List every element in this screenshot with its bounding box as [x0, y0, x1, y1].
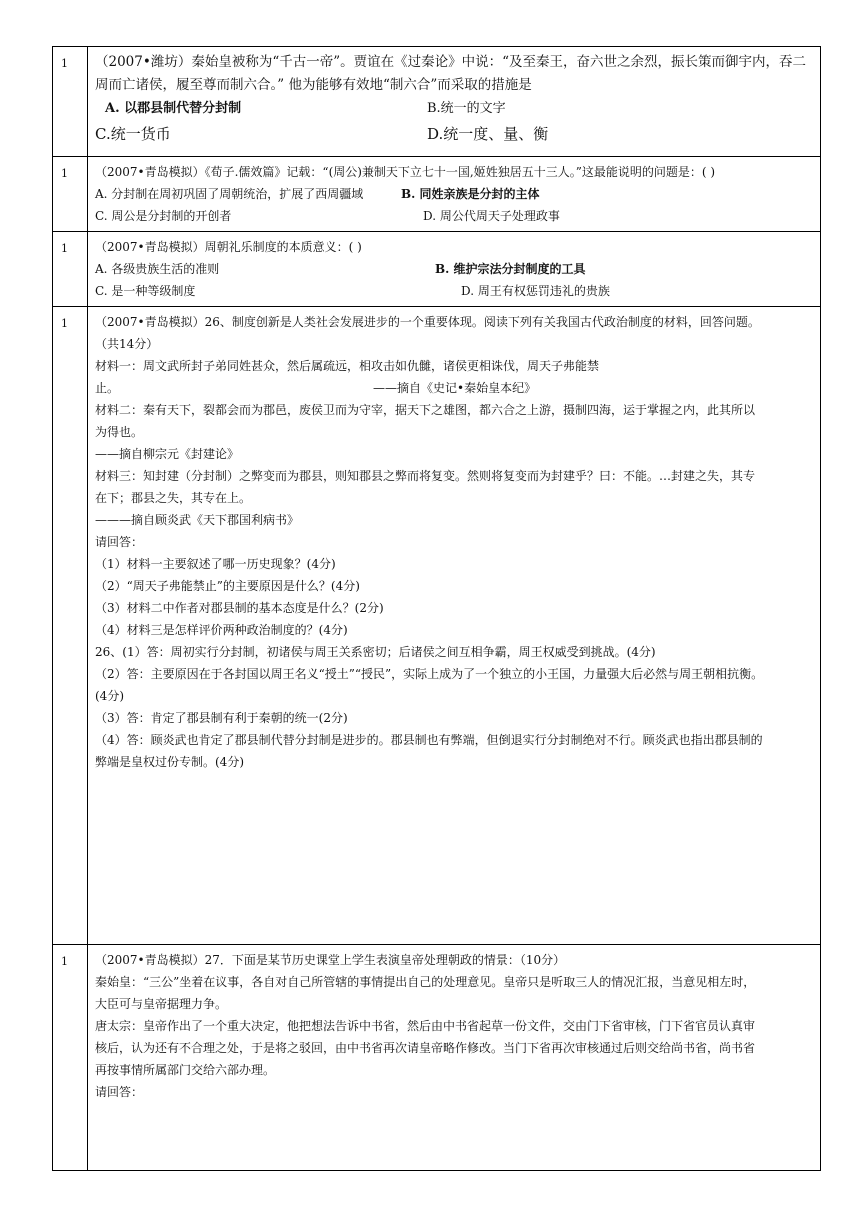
text-line: 再按事情所属部门交给六部办理。	[95, 1063, 276, 1077]
prompt-label: 请回答：	[95, 535, 144, 549]
option-c: C.统一货币	[95, 125, 171, 143]
answer-line: （2）答：主要原因在于各封国以周王名义“授土”“授民”，实际上成为了一个独立的小王国，力量强大后必然与周王朝相抗衡。	[95, 667, 764, 681]
question-stem: （2007•青岛模拟）周朝礼乐制度的本质意义：( )	[95, 240, 362, 254]
option-c: C. 周公是分封制的开创者	[95, 209, 232, 223]
question-row-5	[53, 945, 821, 1171]
question-row-4	[53, 307, 821, 945]
options-row-cd	[95, 205, 814, 227]
question-body	[88, 945, 821, 1171]
answer-line: （3）答：肯定了郡县制有利于秦朝的统一(2分)	[95, 711, 348, 725]
option-d: D. 周公代周天子处理政事	[423, 209, 560, 223]
text-line: 止。	[95, 381, 120, 395]
option-a: A. 各级贵族生活的准则	[95, 262, 220, 276]
question-body	[88, 232, 821, 307]
answer-line: (4分)	[95, 689, 124, 703]
text-line: （2007•青岛模拟）26、制度创新是人类社会发展进步的一个重要体现。阅读下列有关我国古代政治制度的材料，回答问题。	[95, 315, 760, 329]
text-line-with-source	[95, 377, 814, 399]
row-number: 1	[53, 157, 88, 232]
text-line: 材料三：知封建（分封制）之弊变而为郡县，则知郡县之弊而将复变。然则将复变而为封建乎？曰：不能。…封建之失，其专	[95, 469, 756, 483]
question-row-3	[53, 232, 821, 307]
question-table	[52, 46, 821, 1171]
sub-question: （3）材料二中作者对郡县制的基本态度是什么？(2分)	[95, 601, 384, 615]
question-row-2	[53, 157, 821, 232]
question-stem: （2007•潍坊）秦始皇被称为“千古一帝”。贾谊在《过秦论》中说：“及至秦王，奋六世之余烈，振长策而御宇内，吞二周而亡诸侯，履至尊而制六合。” 他为能够有效地“制六合”而采取的措施是	[95, 54, 807, 93]
source-citation: ——摘自《史记•秦始皇本纪》	[373, 381, 537, 395]
source-citation: ——摘自柳宗元《封建论》	[95, 447, 240, 461]
options-row-cd	[95, 121, 814, 147]
question-sheet	[52, 46, 821, 1171]
sub-question: （2）“周天子弗能禁止”的主要原因是什么？(4分)	[95, 579, 360, 593]
question-body	[88, 47, 821, 157]
answer-line: 26、(1）答：周初实行分封制，初诸侯与周王关系密切；后诸侯之间互相争霸，周王权威受到挑战。(4分)	[95, 645, 656, 659]
source-citation: ———摘自顾炎武《天下郡国利病书》	[95, 513, 300, 527]
option-a: A. 分封制在周初巩固了周朝统治，扩展了西周疆域	[95, 187, 364, 201]
option-d: D. 周王有权惩罚违礼的贵族	[461, 284, 610, 298]
option-b: B.统一的文字	[427, 101, 506, 116]
text-line: 在下；郡县之失，其专在上。	[95, 491, 252, 505]
option-c: C. 是一种等级制度	[95, 284, 196, 298]
sub-question: （4）材料三是怎样评价两种政治制度的？(4分)	[95, 623, 348, 637]
text-line: 为得也。	[95, 425, 144, 439]
question-body	[88, 157, 821, 232]
text-line: 大臣可与皇帝据理力争。	[95, 997, 228, 1011]
options-row-ab	[95, 258, 814, 280]
text-line: （2007•青岛模拟）27．下面是某节历史课堂上学生表演皇帝处理朝政的情景：（10分）	[95, 953, 566, 967]
row-number: 1	[53, 232, 88, 307]
row-number: 1	[53, 307, 88, 945]
option-a: A. 以郡县制代替分封制	[105, 101, 242, 116]
text-line: 材料二：秦有天下，裂都会而为郡邑，废侯卫而为守宰，据天下之雄图，都六合之上游，摄制四海，运于掌握之内，此其所以	[95, 403, 756, 417]
option-b: B. 维护宗法分封制度的工具	[435, 262, 586, 276]
options-row-cd	[95, 280, 814, 302]
answer-line: 弊端是皇权过份专制。(4分)	[95, 755, 244, 769]
question-row-1	[53, 47, 821, 157]
text-line: 材料一：周文武所封子弟同姓甚众，然后属疏远，相攻击如仇雠，诸侯更相诛伐，周天子弗能禁	[95, 359, 600, 373]
answer-line: （4）答：顾炎武也肯定了郡县制代替分封制是进步的。郡县制也有弊端，但倒退实行分封制绝对不行。顾炎武也指出郡县制的	[95, 733, 763, 747]
question-body	[88, 307, 821, 945]
sub-question: （1）材料一主要叙述了哪一历史现象？(4分)	[95, 557, 336, 571]
row-number: 1	[53, 945, 88, 1171]
row-number: 1	[53, 47, 88, 157]
text-line: 秦始皇：“三公”坐着在议事，各自对自己所管辖的事情提出自己的处理意见。皇帝只是听取三人的情况汇报，当意见相左时，	[95, 975, 756, 989]
options-row-ab	[95, 183, 814, 205]
prompt-label: 请回答：	[95, 1085, 144, 1099]
question-stem: （2007•青岛模拟）《荀子.儒效篇》记载：“(周公)兼制天下立七十一国,姬姓独居五十三人。”这最能说明的问题是：( )	[95, 165, 716, 179]
text-line: （共14分）	[95, 337, 159, 351]
text-line: 唐太宗：皇帝作出了一个重大决定，他把想法告诉中书省，然后由中书省起草一份文件，交由门下省审核，门下省官员认真审	[95, 1019, 756, 1033]
option-b: B. 同姓亲族是分封的主体	[401, 187, 540, 201]
options-row-ab	[95, 97, 814, 121]
option-d: D.统一度、量、衡	[427, 125, 549, 143]
text-line: 核后，认为还有不合理之处，于是将之驳回，由中书省再次请皇帝略作修改。当门下省再次审核通过后则交给尚书省，尚书省	[95, 1041, 756, 1055]
